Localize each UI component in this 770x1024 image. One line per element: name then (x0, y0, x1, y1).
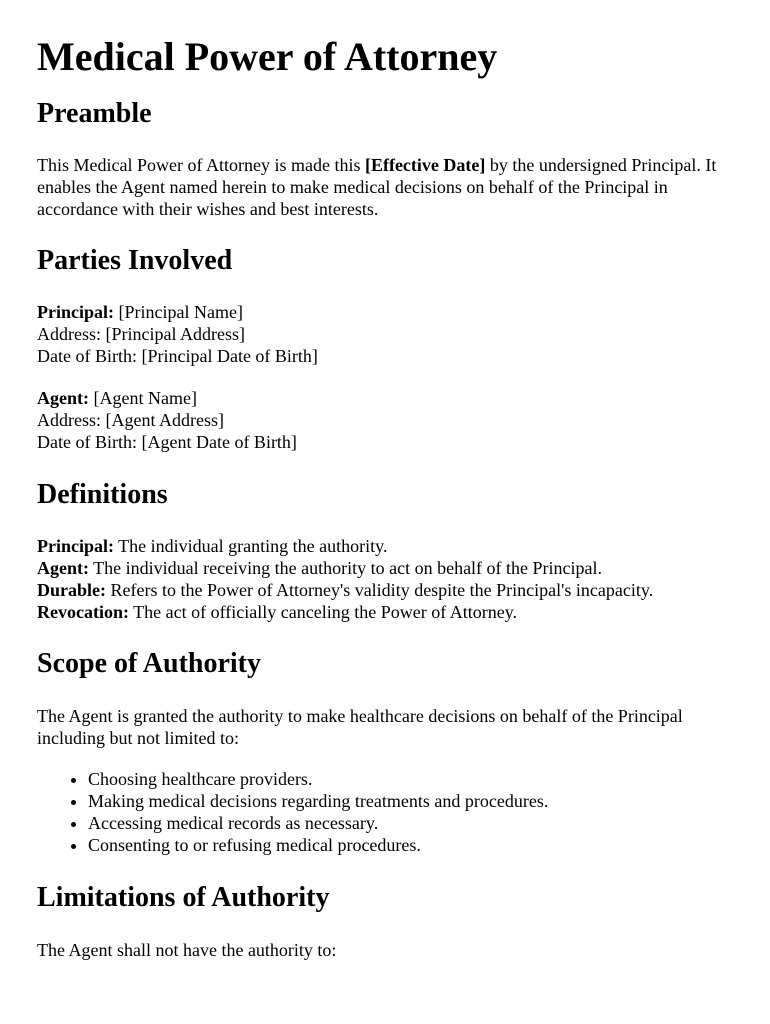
principal-dob: Date of Birth: [Principal Date of Birth] (37, 346, 318, 366)
definition-text: The individual receiving the authority to act on behalf of the Principal. (89, 558, 603, 578)
scope-heading: Scope of Authority (37, 648, 261, 679)
definition-text: The act of officially canceling the Power of Attorney. (128, 602, 518, 622)
definition-term: Revocation: (37, 602, 129, 622)
limitations-heading: Limitations of Authority (37, 882, 330, 913)
principal-label: Principal: (37, 302, 114, 322)
scope-intro: The Agent is granted the authority to make healthcare decisions on behalf of the Principal including but not limited to: (37, 706, 683, 748)
document-title: Medical Power of Attorney (37, 34, 498, 79)
agent-label: Agent: (37, 388, 89, 408)
list-item: • Making medical decisions regarding treatments and procedures. (88, 790, 749, 812)
definition-term: Agent: (37, 558, 89, 578)
agent-name: [Agent Name] (89, 388, 197, 408)
agent-dob: Date of Birth: [Agent Date of Birth] (37, 432, 297, 452)
list-item: • Accessing medical records as necessary. (88, 812, 749, 834)
principal-name: [Principal Name] (114, 302, 243, 322)
agent-block (37, 387, 749, 453)
limitations-intro: The Agent shall not have the authority to: (37, 940, 337, 960)
preamble-heading: Preamble (37, 98, 152, 129)
definition-text: The individual granting the authority. (114, 536, 388, 556)
definition-text: Refers to the Power of Attorney's validity despite the Principal's incapacity. (106, 580, 654, 600)
scope-list (37, 768, 749, 856)
effective-date-placeholder: [Effective Date] (364, 155, 486, 175)
preamble-text-before: This Medical Power of Attorney is made this (37, 155, 365, 175)
definition-term: Principal: (37, 536, 114, 556)
preamble-paragraph (37, 154, 749, 220)
definition-term: Durable: (37, 580, 106, 600)
list-item: • Consenting to or refusing medical procedures. (88, 834, 749, 856)
parties-heading: Parties Involved (37, 245, 233, 276)
definitions-heading: Definitions (37, 479, 168, 510)
definitions-block (37, 535, 749, 623)
list-item: • Choosing healthcare providers. (88, 768, 749, 790)
agent-address: Address: [Agent Address] (37, 410, 224, 430)
principal-block (37, 301, 749, 367)
principal-address: Address: [Principal Address] (37, 324, 245, 344)
document-page (37, 0, 749, 961)
preamble-text-after: by the undersigned Principal. It enables the Agent named herein to make medical decisions on behalf of the Principal in accordance with their wishes and best interests. (37, 155, 717, 219)
